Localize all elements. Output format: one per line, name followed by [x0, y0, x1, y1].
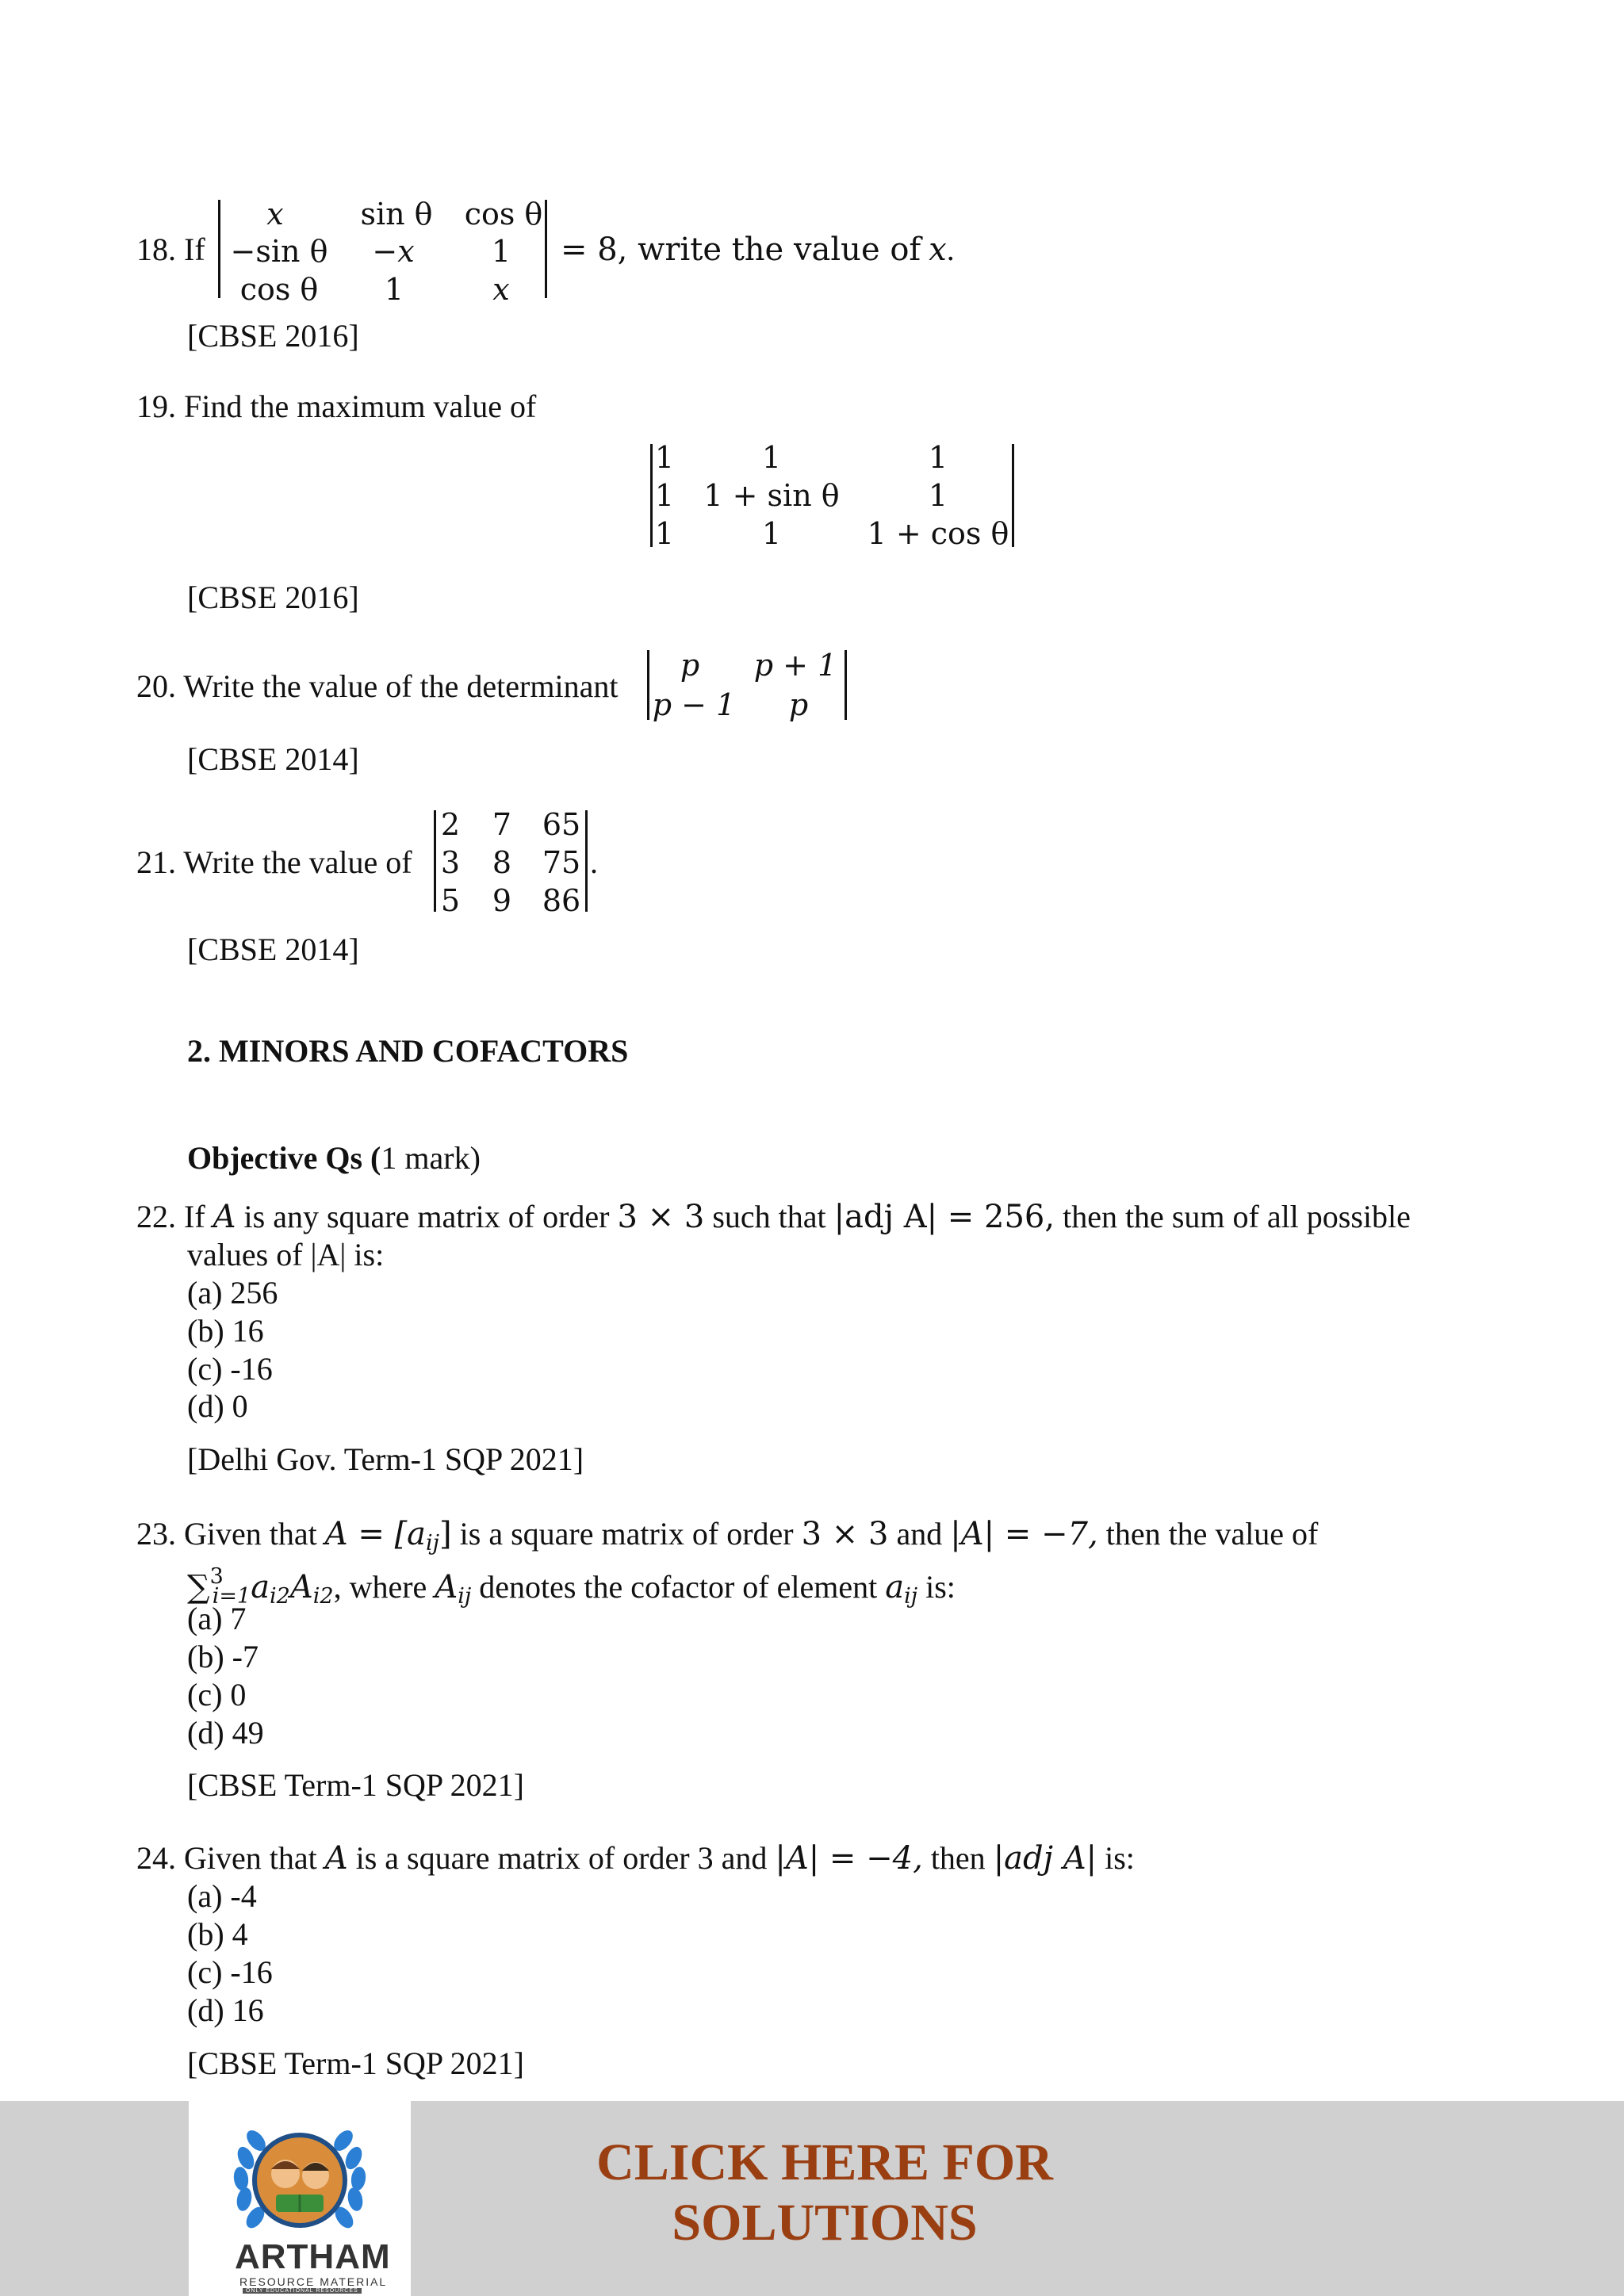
q21-cell-23: 75 [542, 845, 581, 880]
q21-cell-22: 8 [492, 845, 512, 880]
q23-option-b: (b) -7 [187, 1639, 259, 1674]
q23-line2: $\sum^3_{i=1}a_{i2}A_{i2}$, where $A_{ij}$ denotes the cofactor of element $a_{ij}$ is: [187, 1564, 956, 1609]
q19-det-right-bar [1012, 444, 1014, 547]
q18-number: 18. If [136, 232, 205, 267]
artham-logo[interactable] [189, 2101, 411, 2296]
q22-line2: values of |A| is: [187, 1237, 385, 1272]
q21-text: 21. Write the value of [136, 844, 412, 880]
q18-cell-32: 1 [384, 272, 404, 307]
q18-cell-13: cos θ [464, 197, 543, 232]
q20-source: [CBSE 2014] [187, 741, 359, 777]
q19-cell-32: 1 [761, 516, 782, 551]
q20-cell-21: p − 1 [652, 687, 736, 722]
q18-cell-31: cos θ [239, 272, 319, 307]
q24-option-b: (b) 4 [187, 1916, 248, 1952]
q24-source: [CBSE Term-1 SQP 2021] [187, 2045, 524, 2081]
q19-cell-33: 1 + cos θ [867, 516, 1009, 551]
q18-source: [CBSE 2016] [187, 318, 359, 354]
q18-det-right-bar [545, 200, 547, 298]
objective-label: Objective Qs (1 mark) [187, 1140, 481, 1176]
q23-option-c: (c) 0 [187, 1677, 247, 1712]
q18-cell-23: 1 [491, 234, 511, 269]
q20-text: 20. Write the value of the determinant [136, 668, 619, 704]
q23-option-d: (d) 49 [187, 1715, 264, 1751]
q18-cell-21: −sin θ [230, 234, 328, 269]
q24-line1: 24. Given that A is a square matrix of order 3 and |A| = −4, then |adj A| is: [136, 1840, 1135, 1877]
q19-cell-23: 1 [928, 478, 948, 513]
q22-option-d: (d) 0 [187, 1388, 248, 1424]
q24-option-c: (c) -16 [187, 1954, 273, 1990]
q22-option-a: (a) 256 [187, 1275, 278, 1311]
q19-cell-13: 1 [928, 440, 948, 475]
q18-cell-12: sin θ [360, 197, 433, 232]
q21-cell-11: 2 [440, 807, 461, 842]
q23-source: [CBSE Term-1 SQP 2021] [187, 1767, 524, 1803]
q21-cell-21: 3 [440, 845, 461, 880]
q21-cell-32: 9 [492, 883, 512, 918]
cta-line-2: SOLUTIONS [672, 2194, 978, 2252]
q19-text: 19. Find the maximum value of [136, 388, 537, 424]
logo-name: ARTHAM [235, 2237, 391, 2276]
q18-cell-33: x [492, 272, 510, 307]
q19-cell-11: 1 [654, 440, 675, 475]
solutions-link[interactable] [492, 2133, 1158, 2253]
q21-cell-12: 7 [492, 807, 512, 842]
q21-cell-31: 5 [440, 883, 461, 918]
q20-det-left-bar [647, 650, 649, 720]
q21-det-left-bar [434, 810, 436, 912]
q23-line1: 23. Given that $A = [a_{ij}]$ is a square matrix of order 3 × 3 and |A| = −7, then the value of [136, 1516, 1319, 1556]
q22-line1: 22. If A is any square matrix of order 3 × 3 such that |adj A| = 256, then the sum of all possible [136, 1199, 1411, 1235]
q20-cell-12: p + 1 [753, 648, 837, 683]
cta-line-1: CLICK HERE FOR [596, 2133, 1053, 2191]
q22-option-c: (c) -16 [187, 1351, 273, 1387]
q21-source: [CBSE 2014] [187, 932, 359, 967]
q23-option-a: (a) 7 [187, 1601, 247, 1636]
q24-option-a: (a) -4 [187, 1878, 257, 1914]
logo-subtitle: RESOURCE MATERIAL [239, 2275, 388, 2288]
q20-cell-22: p [788, 687, 809, 722]
laurel-wreath-icon [189, 2109, 411, 2244]
q24-option-d: (d) 16 [187, 1992, 264, 2028]
q21-det-right-bar [585, 810, 588, 912]
q20-det-right-bar [845, 650, 847, 720]
section-heading: 2. MINORS AND COFACTORS [187, 1033, 629, 1069]
q19-source: [CBSE 2016] [187, 580, 359, 615]
q21-cell-33: 86 [542, 883, 581, 918]
q19-cell-12: 1 [761, 440, 782, 475]
q18-cell-22: −x [372, 234, 415, 269]
q22-source: [Delhi Gov. Term-1 SQP 2021] [187, 1441, 584, 1477]
q21-cell-13: 65 [542, 807, 581, 842]
q21-end: . [590, 844, 598, 880]
logo-tagline: ONLY EDUCATIONAL RESOURCES [243, 2288, 362, 2294]
q22-option-b: (b) 16 [187, 1313, 264, 1349]
q18-text: = 8, write the value of x. [561, 232, 955, 268]
q19-det-left-bar [650, 444, 653, 547]
q18-det-left-bar [218, 200, 220, 298]
q19-cell-22: 1 + sin θ [703, 478, 840, 513]
q18-cell-11: x [266, 197, 284, 232]
q19-cell-21: 1 [654, 478, 675, 513]
q20-cell-11: p [680, 648, 700, 683]
q19-cell-31: 1 [654, 516, 675, 551]
